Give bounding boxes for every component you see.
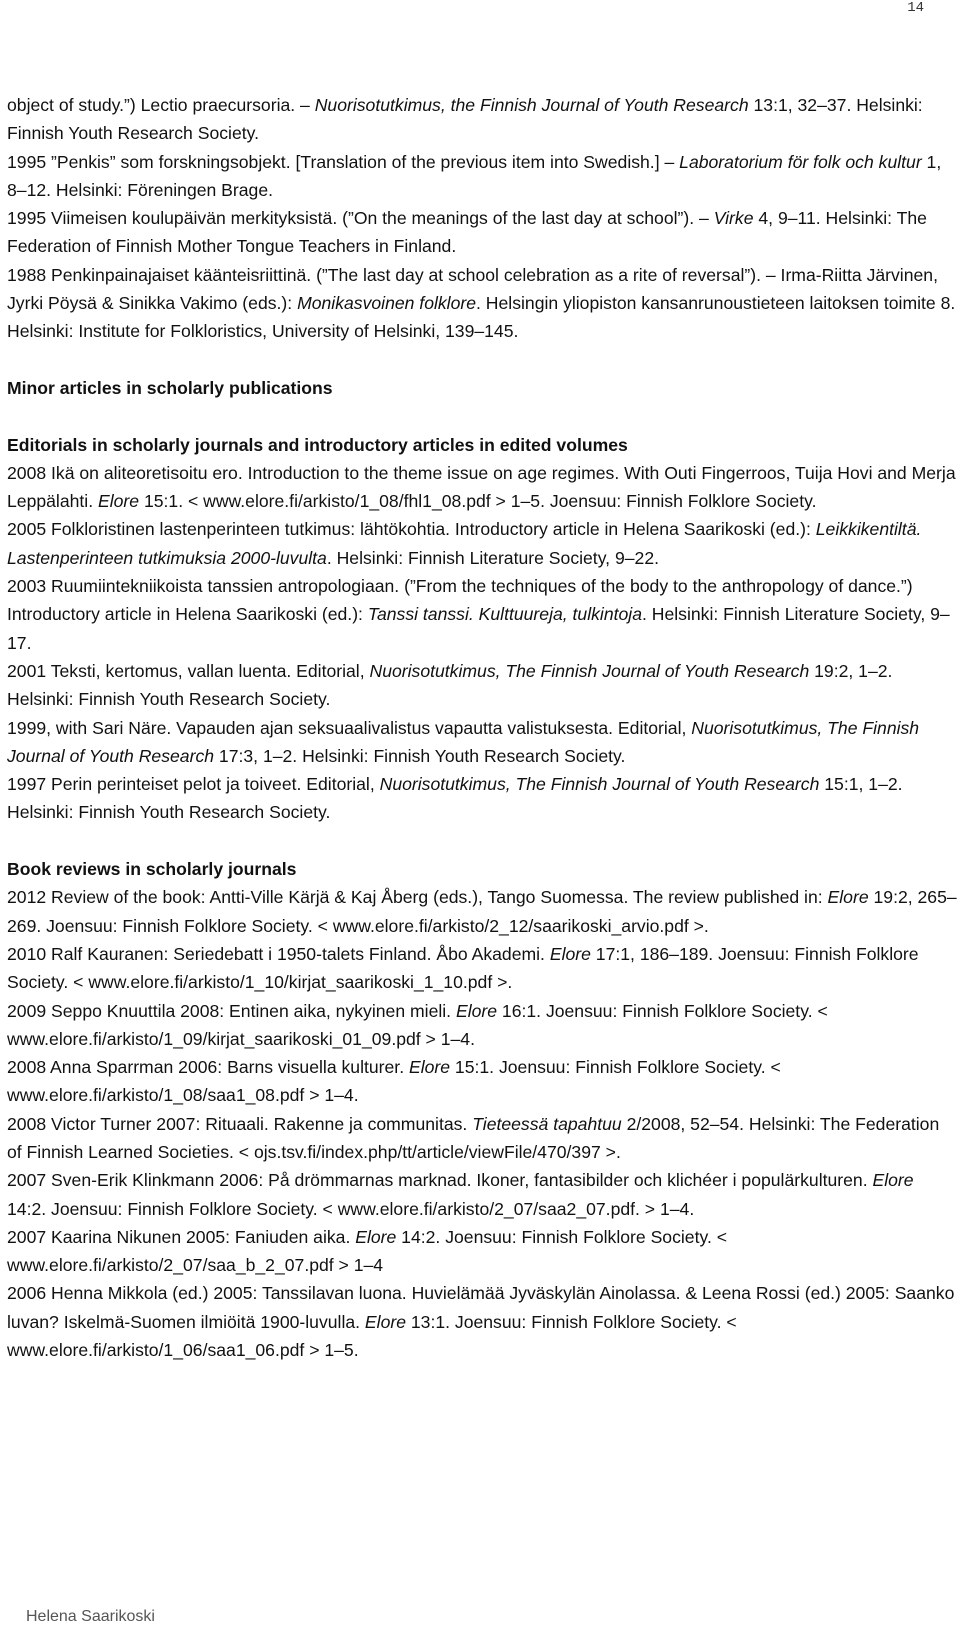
bibliography-entry	[7, 657, 957, 714]
entry-text: 13:1, 32–37. Helsinki: Finnish Youth Research Society.	[7, 95, 923, 144]
bibliography-entry	[7, 1166, 957, 1223]
entry-text: 17:3, 1–2. Helsinki: Finnish Youth Research Society.	[214, 745, 626, 766]
entry-text: 2008 Victor Turner 2007: Rituaali. Rakenne ja communitas.	[7, 1113, 473, 1134]
entry-text: 1988 Penkinpainajaiset käänteisriittinä. (”The last day at school celebration as a rite of reversal”). – Irma-Riitta Järvinen, Jyrki Pöysä & Sinikka Vakimo (eds.):	[7, 264, 938, 314]
entry-text: 19:2, 1–2. Helsinki: Finnish Youth Research Society.	[7, 660, 893, 710]
footer-author: Helena Saarikoski	[26, 1608, 155, 1625]
page-content	[7, 91, 957, 1364]
entry-text: 15:1. Joensuu: Finnish Folklore Society. < www.elore.fi/arkisto/1_08/saa1_08.pdf > 1–4.	[7, 1057, 781, 1106]
bibliography-entry	[7, 714, 957, 771]
entry-title-italic: Elore	[97, 491, 140, 512]
entry-text: 14:2. Joensuu: Finnish Folklore Society. < www.elore.fi/arkisto/2_07/saa_b_2_07.pdf > 1–4	[7, 1226, 728, 1276]
entry-text: 2007 Kaarina Nikunen 2005: Faniuden aika.	[7, 1226, 356, 1247]
entry-text: 2006 Henna Mikkola (ed.) 2005: Tanssilavan luona. Huvielämää Jyväskylän Ainolassa. & Leena Rossi (ed.) 2005: Saanko luvan? Iskelmä-Suomen ilmiöitä 1900-luvulla.	[7, 1283, 955, 1332]
bibliography-entry	[7, 515, 957, 572]
entry-text: 14:2. Joensuu: Finnish Folklore Society. < www.elore.fi/arkisto/2_07/saa2_07.pdf. > 1–4.	[7, 1198, 695, 1219]
entry-title-italic: Virke	[713, 208, 754, 229]
bibliography-entry	[7, 572, 957, 657]
entry-text: 2007 Sven-Erik Klinkmann 2006: På drömmarnas marknad. Ikoner, fantasibilder och klichéer i populärkulturen.	[7, 1170, 873, 1191]
entry-title-italic: Leikkikentiltä. Lastenperinteen tutkimuksia 2000-luvulta	[7, 519, 922, 568]
entry-text: 2008 Ikä on aliteoretisoitu ero. Introduction to the theme issue on age regimes. With Outi Fingerroos, Tuija Hovi and Merja Leppälahti.	[7, 462, 956, 512]
entry-title-italic: Elore	[549, 943, 591, 964]
entry-title-italic: Elore	[364, 1311, 406, 1332]
entry-text: . Helsinki: Finnish Literature Society, 9–22.	[326, 547, 659, 568]
entry-title-italic: Elore	[408, 1057, 451, 1078]
entry-title-italic: Elore	[872, 1170, 914, 1191]
entry-title-italic: Laboratorium för folk och kultur	[679, 151, 922, 172]
entry-title-italic: Elore	[355, 1226, 397, 1247]
entry-title-italic: Tanssi tanssi. Kulttuureja, tulkintoja	[367, 604, 642, 625]
entry-text: 15:1, 1–2. Helsinki: Finnish Youth Research Society.	[7, 774, 903, 823]
bibliography-entry	[7, 261, 957, 346]
bibliography-entry	[7, 204, 957, 261]
entry-text: 1, 8–12. Helsinki: Föreningen Brage.	[7, 151, 942, 200]
entry-text: 2010 Ralf Kauranen: Seriedebatt i 1950-talets Finland. Åbo Akademi.	[7, 943, 550, 964]
bibliography-entry	[7, 1110, 957, 1167]
entry-title-italic: Tieteessä tapahtuu	[472, 1113, 622, 1134]
entry-text: . Helsingin yliopiston kansanrunoustieteen laitoksen toimite 8. Helsinki: Institute for Folkloristics, University of Helsinki, 139–145.	[7, 293, 956, 342]
entry-text: 1997 Perin perinteiset pelot ja toiveet. Editorial,	[7, 774, 380, 795]
page-number: 14	[907, 0, 924, 16]
entry-text: 2009 Seppo Knuuttila 2008: Entinen aika, nykyinen mieli.	[7, 1000, 456, 1021]
entry-text: 1995 Viimeisen koulupäivän merkityksistä. (”On the meanings of the last day at school”). –	[7, 208, 714, 229]
entry-title-italic: Nuorisotutkimus, The Finnish Journal of Youth Research	[379, 774, 820, 795]
entry-text: 2/2008, 52–54. Helsinki: The Federation of Finnish Learned Societies. < ojs.tsv.fi/index.php/tt/article/viewFile/470/397 >.	[7, 1113, 940, 1162]
entry-title-italic: Elore	[455, 1000, 498, 1021]
bibliography-entry	[7, 997, 957, 1054]
bibliography-entry	[7, 459, 957, 516]
entry-text: 17:1, 186–189. Joensuu: Finnish Folklore Society. < www.elore.fi/arkisto/1_10/kirjat_saarikoski_1_10.pdf >.	[7, 943, 919, 993]
entry-title-italic: Nuorisotutkimus, The Finnish Journal of Youth Research	[7, 717, 920, 766]
entry-text: 2003 Ruumiintekniikoista tanssien antropologiaan. (”From the techniques of the body to the anthropology of dance.”) Introductory article in Helena Saarikoski (ed.):	[7, 576, 913, 625]
section-heading-editorials: Editorials in scholarly journals and introductory articles in edited volumes	[7, 434, 628, 455]
entry-text: 15:1. < www.elore.fi/arkisto/1_08/fhl1_08.pdf > 1–5. Joensuu: Finnish Folklore Society.	[139, 491, 817, 512]
entry-text: 16:1. Joensuu: Finnish Folklore Society. < www.elore.fi/arkisto/1_09/kirjat_saarikoski_01_09.pdf > 1–4.	[7, 1000, 828, 1049]
entry-text: 2008 Anna Sparrman 2006: Barns visuella kulturer.	[7, 1057, 409, 1078]
bibliography-entry	[7, 770, 957, 827]
intro-entries	[7, 91, 957, 346]
entry-text: 1999, with Sari Näre. Vapauden ajan seksuaalivalistus vapautta valistuksesta. Editorial,	[7, 717, 692, 738]
section-heading-minor-articles: Minor articles in scholarly publications	[7, 377, 333, 398]
entry-text: object of study.”) Lectio praecursoria. –	[7, 95, 315, 115]
entry-text: 19:2, 265–269. Joensuu: Finnish Folklore Society. < www.elore.fi/arkisto/2_12/saarikoski_arvio.pdf >.	[7, 887, 957, 936]
bibliography-entry	[7, 1279, 957, 1364]
bibliography-entry	[7, 940, 957, 997]
editorial-entries	[7, 459, 957, 827]
entry-text: 13:1. Joensuu: Finnish Folklore Society. < www.elore.fi/arkisto/1_06/saa1_06.pdf > 1–5.	[7, 1311, 737, 1361]
entry-text: 2005 Folkloristinen lastenperinteen tutkimus: lähtökohtia. Introductory article in Helena Saarikoski (ed.):	[7, 519, 816, 540]
entry-title-italic: Elore	[827, 887, 869, 908]
entry-title-italic: Nuorisotutkimus, the Finnish Journal of Youth Research	[314, 95, 749, 115]
bibliography-entry	[7, 1223, 957, 1280]
entry-text: 2001 Teksti, kertomus, vallan luenta. Editorial,	[7, 660, 370, 681]
review-entries	[7, 883, 957, 1364]
bibliography-entry	[7, 148, 957, 205]
bibliography-entry	[7, 1053, 957, 1110]
bibliography-entry	[7, 91, 957, 148]
bibliography-entry	[7, 883, 957, 940]
entry-text: 4, 9–11. Helsinki: The Federation of Finnish Mother Tongue Teachers in Finland.	[7, 208, 927, 257]
entry-text: 2012 Review of the book: Antti-Ville Kärjä & Kaj Åberg (eds.), Tango Suomessa. The review published in:	[7, 887, 828, 908]
section-heading-book-reviews: Book reviews in scholarly journals	[7, 859, 297, 880]
entry-text: 1995 ”Penkis” som forskningsobjekt. [Translation of the previous item into Swedish.] –	[7, 151, 680, 172]
entry-text: . Helsinki: Finnish Literature Society, 9–17.	[7, 604, 950, 653]
entry-title-italic: Monikasvoinen folklore	[297, 293, 477, 314]
entry-title-italic: Nuorisotutkimus, The Finnish Journal of Youth Research	[369, 660, 810, 681]
